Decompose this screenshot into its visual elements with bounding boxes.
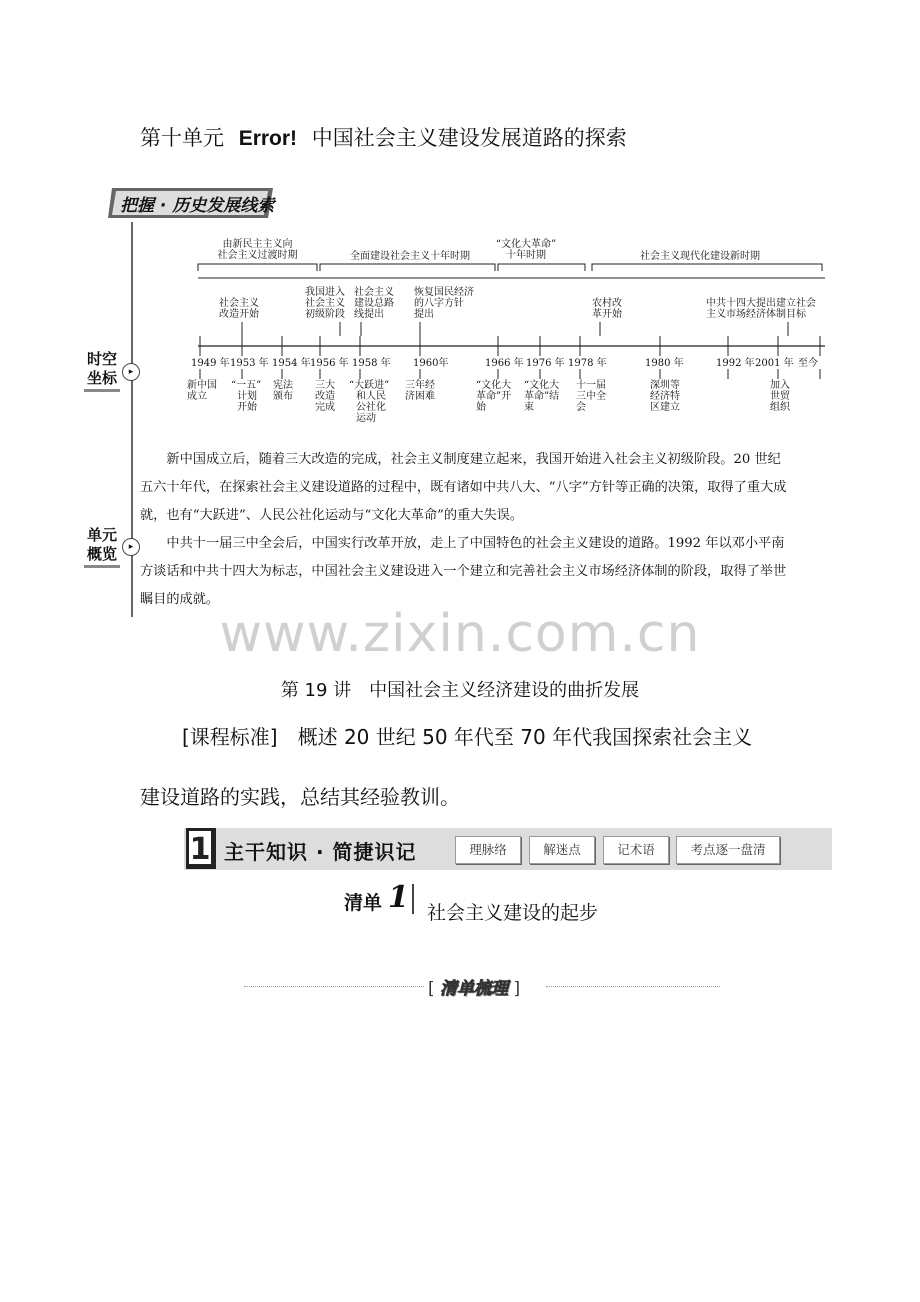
event-line: 深圳等 xyxy=(650,380,680,391)
lecture-title: 第 19 讲 中国社会主义经济建设的曲折发展 xyxy=(280,680,640,701)
lower-event xyxy=(770,380,790,413)
unit-error: Error! xyxy=(238,127,298,150)
event-line: 经济特 xyxy=(650,391,680,402)
dotted-divider xyxy=(244,986,424,987)
event-line: 世贸 xyxy=(770,391,790,402)
event-line: 会 xyxy=(576,402,586,413)
event-line: 完成 xyxy=(315,402,335,413)
event-line: 三年经 xyxy=(405,380,435,391)
upper-event xyxy=(414,287,474,320)
watermark: www.zixin.com.cn xyxy=(219,604,701,664)
unit-title xyxy=(140,122,627,152)
list-label: 清单 xyxy=(344,892,383,914)
play-arrow-icon: ▸ xyxy=(122,538,140,556)
event-line: 社会主义 xyxy=(219,298,259,309)
event-line: 束 xyxy=(524,402,534,413)
period-label: 全面建设社会主义十年时期 xyxy=(350,251,470,262)
event-line: 提出 xyxy=(414,309,434,320)
event-line: 三大 xyxy=(315,380,335,391)
event-line: “文化大 xyxy=(476,380,512,391)
list-number: 1 xyxy=(388,880,409,915)
event-line: 三中全 xyxy=(576,391,606,402)
course-standard-line: [课程标准] 概述 20 世纪 50 年代至 70 年代我国探索社会主义 xyxy=(182,725,753,749)
year-label: 至今 xyxy=(798,358,818,369)
event-line: 革命”结 xyxy=(524,391,560,402)
event-line: 运动 xyxy=(356,413,376,424)
period-label xyxy=(200,239,315,261)
unit-prefix: 第十单元 xyxy=(140,126,224,150)
event-line: 农村改 xyxy=(592,298,622,309)
unit-name: 中国社会主义建设发展道路的探索 xyxy=(311,126,627,150)
event-line: 社会主义 xyxy=(305,298,345,309)
event-line: 济困难 xyxy=(405,391,435,402)
event-line: 改造 xyxy=(315,391,335,402)
course-standard-line: 建设道路的实践，总结其经验教训。 xyxy=(140,785,460,809)
side-label-line: 概览 xyxy=(86,545,117,563)
bracket: ] xyxy=(513,979,521,999)
event-line: 新中国 xyxy=(187,380,217,391)
lower-event xyxy=(476,380,511,413)
year-label: 1960年 xyxy=(413,358,449,369)
event-line: 改造开始 xyxy=(219,309,259,320)
upper-event xyxy=(219,298,259,320)
section-number-icon xyxy=(186,828,216,869)
event-line: 成立 xyxy=(187,391,207,402)
event-line: 宪法 xyxy=(273,380,293,391)
event-line: “一五” xyxy=(231,380,262,391)
event-line: “大跃进” xyxy=(349,380,390,391)
list-separator xyxy=(412,884,414,914)
event-line: 初级阶段 xyxy=(305,309,345,320)
lower-event xyxy=(349,380,389,424)
event-line: 主义市场经济体制目标 xyxy=(706,309,806,320)
event-line: 革开始 xyxy=(592,309,622,320)
year-label: 1976 年 xyxy=(526,358,565,369)
lower-event xyxy=(187,380,217,402)
overview-paragraph: 新中国成立后，随着三大改造的完成，社会主义制度建立起来，我国开始进入社会主义初级阶段。20 世纪五六十年代，在探索社会主义建设道路的过程中，既有诸如中共八大、“八字”方针等正确的决策，取得了重大成就，也有“大跃进”、人民公社化运动与“文化大革命”的重大失误。 xyxy=(140,452,787,523)
tab-outline[interactable]: 理脉络 xyxy=(455,836,521,864)
year-label: 1954 年 xyxy=(272,358,311,369)
event-line: 中共十四大提出建立社会 xyxy=(706,298,816,309)
year-label: 1949 年 xyxy=(191,358,230,369)
play-arrow-icon: ▸ xyxy=(122,363,140,381)
year-label: 1992 年 xyxy=(716,358,755,369)
upper-event xyxy=(354,287,394,320)
side-label-line: 坐标 xyxy=(86,369,117,387)
list-title: 社会主义建设的起步 xyxy=(427,902,599,924)
timeline-side-label xyxy=(84,350,120,392)
sort-label xyxy=(428,974,520,999)
period-line: 由新民主主义向 xyxy=(222,239,293,250)
event-line: 革命”开 xyxy=(476,391,512,402)
year-label: 1956 年 xyxy=(310,358,349,369)
unit-overview xyxy=(140,446,790,614)
year-label: 1958 年 xyxy=(352,358,391,369)
event-line: 恢复国民经济 xyxy=(414,287,474,298)
period-line: 社会主义过渡时期 xyxy=(217,250,298,261)
event-line: 开始 xyxy=(237,402,257,413)
event-line: 十一届 xyxy=(576,380,606,391)
lower-event xyxy=(650,380,680,413)
event-line: “文化大 xyxy=(524,380,560,391)
event-line: 颁布 xyxy=(273,391,293,402)
tab-terms[interactable]: 记术语 xyxy=(603,836,669,864)
left-rule xyxy=(131,222,133,617)
overview-side-label xyxy=(84,526,120,568)
event-line: 的八字方针 xyxy=(414,298,464,309)
event-line: 建设总路 xyxy=(354,298,394,309)
lower-event xyxy=(405,380,435,402)
course-standard xyxy=(140,707,790,827)
year-label: 2001 年 xyxy=(755,358,794,369)
lower-event xyxy=(231,380,261,413)
event-line: 公社化 xyxy=(356,402,386,413)
upper-event xyxy=(706,298,816,320)
period-line: “文化大革命” xyxy=(495,239,557,250)
tab-key-points[interactable]: 考点逐一盘清 xyxy=(676,836,780,864)
event-line: 组织 xyxy=(770,402,790,413)
period-line: 十年时期 xyxy=(506,250,546,261)
lower-event xyxy=(315,380,335,413)
overview-paragraph: 中共十一届三中全会后，中国实行改革开放，走上了中国特色的社会主义建设的道路。1992 年以邓小平南方谈话和中共十四大为标志，中国社会主义建设进入一个建立和完善社会主义市场经济体制的阶段，取得了举世瞩目的成就。 xyxy=(140,536,787,607)
event-line: 线提出 xyxy=(354,309,384,320)
lower-event xyxy=(524,380,559,413)
sort-label-text: 清单梳理 xyxy=(440,979,509,999)
banner-text: 把握 · 历史发展线索 xyxy=(120,196,275,216)
event-line: 社会主义 xyxy=(354,287,394,298)
event-line: 我国进入 xyxy=(305,287,345,298)
lower-event xyxy=(576,380,606,413)
dotted-divider xyxy=(546,986,720,987)
bracket: [ xyxy=(428,979,435,999)
event-line: 和人民 xyxy=(356,391,386,402)
upper-event xyxy=(305,287,345,320)
side-label-line: 单元 xyxy=(86,526,117,544)
event-line: 计划 xyxy=(237,391,257,402)
event-line: 区建立 xyxy=(650,402,680,413)
section-number: 1 xyxy=(189,832,211,867)
event-line: 加入 xyxy=(770,380,790,391)
upper-event xyxy=(592,298,622,320)
event-line: 始 xyxy=(476,402,486,413)
tab-confusions[interactable]: 解迷点 xyxy=(529,836,595,864)
section-title: 主干知识 · 简捷识记 xyxy=(224,840,417,864)
year-label: 1978 年 xyxy=(568,358,607,369)
year-label: 1966 年 xyxy=(485,358,524,369)
side-label-line: 时空 xyxy=(86,350,117,368)
year-label: 1980 年 xyxy=(645,358,684,369)
period-label: 社会主义现代化建设新时期 xyxy=(640,251,760,262)
period-label xyxy=(476,239,576,261)
year-label: 1953 年 xyxy=(230,358,269,369)
lower-event xyxy=(273,380,293,402)
